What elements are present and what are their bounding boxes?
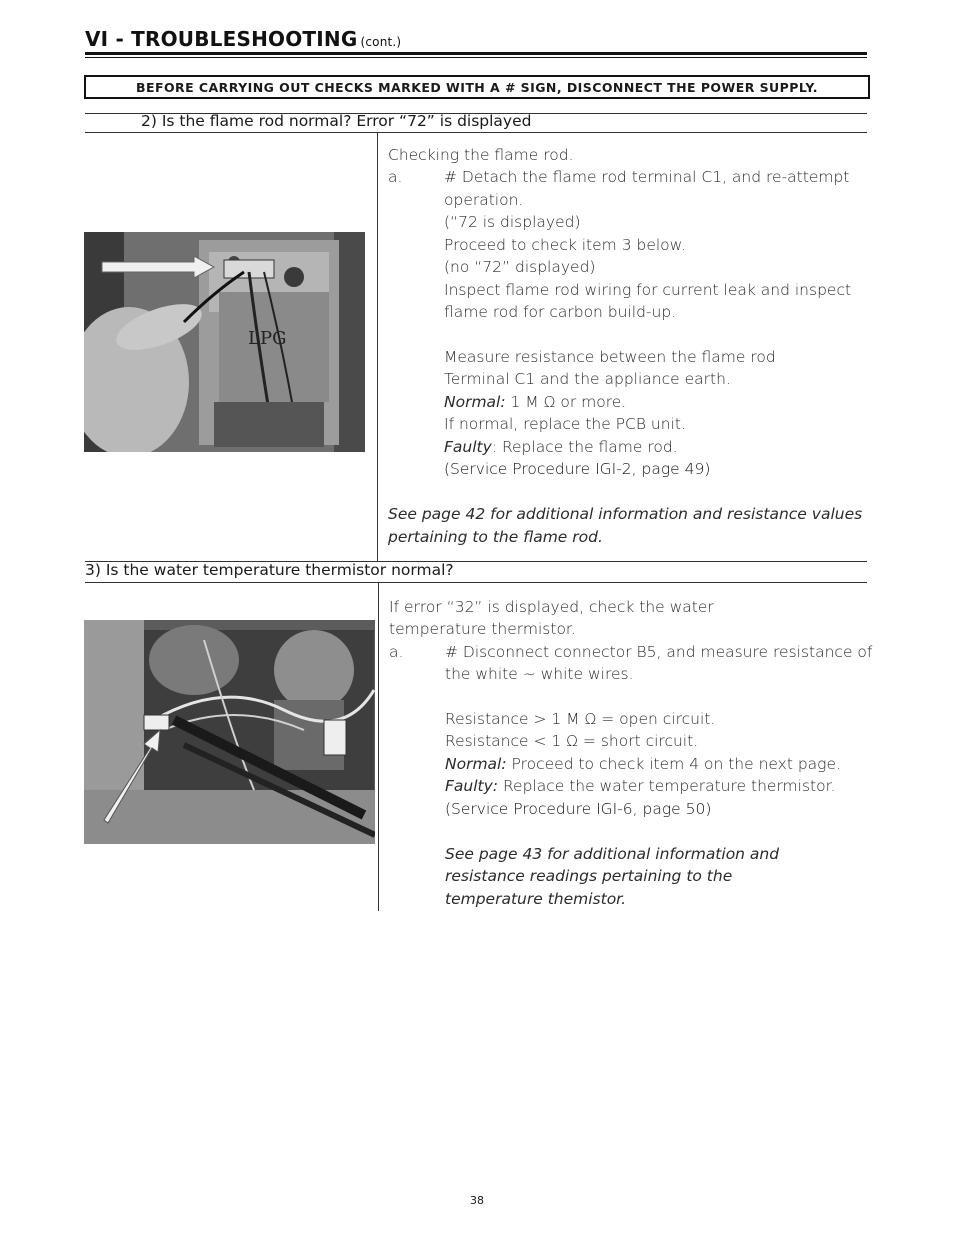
header-rule-thin xyxy=(85,57,867,58)
header-rule-thick xyxy=(85,52,867,55)
page-number: 38 xyxy=(470,1194,484,1207)
s2-note1: See page 42 for additional information and resistance values xyxy=(388,505,863,523)
title-subtitle: (cont.) xyxy=(360,35,402,49)
s3-normal xyxy=(445,753,841,776)
s2-a2: operation. xyxy=(444,191,524,209)
s3-a2: the white ~ white wires. xyxy=(445,665,634,683)
s3-r1: Resistance > 1 M Ω = open circuit. xyxy=(445,710,716,728)
title-text: VI - TROUBLESHOOTING xyxy=(85,27,358,51)
s3-faulty-text: Replace the water temperature thermistor. xyxy=(498,777,836,795)
s2-m4: If normal, replace the PCB unit. xyxy=(444,415,686,433)
s3-service-ref: (Service Procedure IGI-6, page 50) xyxy=(445,800,712,818)
section2-title: 2) Is the flame rod normal? Error “72” is displayed xyxy=(141,112,532,130)
s2-a3: (“72 is displayed) xyxy=(444,213,581,231)
s2-normal-label: Normal: xyxy=(444,393,506,411)
s2-faulty-label: Faulty xyxy=(444,438,492,456)
flame-rod-photo xyxy=(84,232,365,452)
section3-title: 3) Is the water temperature thermistor normal? xyxy=(85,561,454,579)
s2-a6: Inspect flame rod wiring for current leak and inspect xyxy=(444,281,852,299)
s3-normal-text: Proceed to check item 4 on the next page. xyxy=(506,755,841,773)
s2-faulty-text: : Replace the flame rod. xyxy=(491,438,678,456)
section3-divider xyxy=(378,583,379,911)
s3-normal-label: Normal: xyxy=(445,755,507,773)
s2-intro: Checking the flame rod. xyxy=(388,146,574,164)
s2-a5: (no “72” displayed) xyxy=(444,258,596,276)
s2-a4: Proceed to check item 3 below. xyxy=(444,236,686,254)
s3-r2: Resistance < 1 Ω = short circuit. xyxy=(445,732,699,750)
s2-normal xyxy=(444,391,626,414)
s3-faulty-label: Faulty: xyxy=(445,777,499,795)
s3-note1: See page 43 for additional information and xyxy=(445,845,780,863)
s3-note2: resistance readings pertaining to the xyxy=(445,867,733,885)
section3-title-rule xyxy=(85,582,867,583)
lpg-label: LPG xyxy=(248,328,287,349)
s2-service-ref: (Service Procedure IGI-2, page 49) xyxy=(444,460,711,478)
s3-note3: temperature themistor. xyxy=(445,890,627,908)
s3-a1: # Disconnect connector B5, and measure resistance of xyxy=(445,643,873,661)
s3-intro1: If error “32” is displayed, check the water xyxy=(389,598,714,616)
s3-intro2: temperature thermistor. xyxy=(389,620,576,638)
s2-m2: Terminal C1 and the appliance earth. xyxy=(444,370,731,388)
power-warning-text: BEFORE CARRYING OUT CHECKS MARKED WITH A # SIGN, DISCONNECT THE POWER SUPPLY. xyxy=(136,79,818,95)
s2-item-a-label: a. xyxy=(388,168,403,186)
power-warning-box xyxy=(84,75,870,99)
s3-faulty xyxy=(445,775,835,798)
s2-a1: # Detach the flame rod terminal C1, and re-attempt xyxy=(444,168,850,186)
s2-normal-text: 1 M Ω or more. xyxy=(505,393,627,411)
page-title xyxy=(85,27,401,51)
s2-a7: flame rod for carbon build-up. xyxy=(444,303,677,321)
section2-title-rule xyxy=(85,132,867,133)
s2-faulty xyxy=(444,436,678,459)
s2-m1: Measure resistance between the flame rod xyxy=(444,348,776,366)
section2-divider xyxy=(377,133,378,561)
s2-note2: pertaining to the flame rod. xyxy=(388,528,603,546)
s3-item-a-label: a. xyxy=(389,643,404,661)
thermistor-photo xyxy=(84,620,375,844)
